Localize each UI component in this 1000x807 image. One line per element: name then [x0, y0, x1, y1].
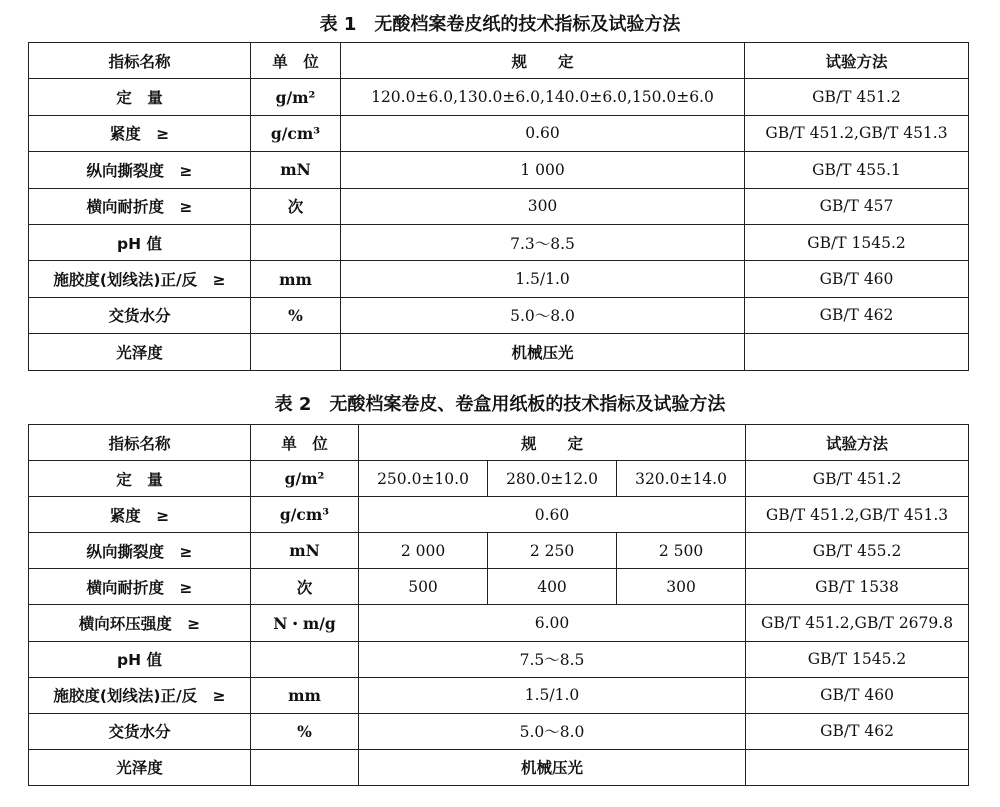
test-method: GB/T 451.2 [746, 461, 969, 497]
table-row [29, 677, 969, 713]
indicator-name: 定 量 [29, 461, 251, 497]
unit: % [251, 297, 341, 333]
specification: 6.00 [359, 605, 746, 641]
test-method: GB/T 460 [745, 261, 969, 297]
table-row [29, 297, 969, 333]
test-method: GB/T 455.2 [746, 533, 969, 569]
specification: 2 000 [359, 533, 488, 569]
indicator-name: 施胶度(划线法)正/反 ≥ [29, 677, 251, 713]
test-method: GB/T 455.1 [745, 152, 969, 188]
indicator-name: 交货水分 [29, 713, 251, 749]
test-method: GB/T 451.2,GB/T 2679.8 [746, 605, 969, 641]
table-row [29, 569, 969, 605]
specification: 7.5～8.5 [359, 641, 746, 677]
unit: g/m² [251, 79, 341, 115]
indicator-name: 光泽度 [29, 334, 251, 370]
indicator-name: 定 量 [29, 79, 251, 115]
table2 [28, 424, 969, 786]
specification: 280.0±12.0 [488, 461, 617, 497]
unit: mm [251, 677, 359, 713]
indicator-name: 紧度 ≥ [29, 115, 251, 151]
test-method: GB/T 1545.2 [746, 641, 969, 677]
table-row [29, 641, 969, 677]
table-row [29, 188, 969, 224]
header-indicator-name: 指标名称 [29, 425, 251, 461]
specification: 300 [341, 188, 745, 224]
indicator-name: 光泽度 [29, 749, 251, 785]
table-row [29, 533, 969, 569]
specification: 120.0±6.0,130.0±6.0,140.0±6.0,150.0±6.0 [341, 79, 745, 115]
specification: 250.0±10.0 [359, 461, 488, 497]
table1-header-row [29, 43, 969, 79]
test-method [746, 749, 969, 785]
table-row [29, 713, 969, 749]
specification: 7.3～8.5 [341, 224, 745, 260]
test-method [745, 334, 969, 370]
test-method: GB/T 451.2,GB/T 451.3 [745, 115, 969, 151]
unit: 次 [251, 188, 341, 224]
specification: 5.0～8.0 [341, 297, 745, 333]
indicator-name: 横向耐折度 ≥ [29, 188, 251, 224]
indicator-name: 横向环压强度 ≥ [29, 605, 251, 641]
table-row [29, 152, 969, 188]
test-method: GB/T 462 [746, 713, 969, 749]
test-method: GB/T 1545.2 [745, 224, 969, 260]
header-test-method: 试验方法 [746, 425, 969, 461]
table-row [29, 497, 969, 533]
specification: 0.60 [341, 115, 745, 151]
unit: N・m/g [251, 605, 359, 641]
indicator-name: 纵向撕裂度 ≥ [29, 533, 251, 569]
specification: 2 500 [617, 533, 746, 569]
table1-caption: 表 1 无酸档案卷皮纸的技术指标及试验方法 [319, 14, 681, 35]
test-method: GB/T 451.2 [745, 79, 969, 115]
table-row [29, 461, 969, 497]
table-row [29, 115, 969, 151]
specification: 机械压光 [341, 334, 745, 370]
unit [251, 749, 359, 785]
table-row [29, 79, 969, 115]
header-unit: 单 位 [251, 43, 341, 79]
test-method: GB/T 457 [745, 188, 969, 224]
test-method: GB/T 1538 [746, 569, 969, 605]
unit: mN [251, 533, 359, 569]
specification: 1 000 [341, 152, 745, 188]
specification: 1.5/1.0 [359, 677, 746, 713]
table2-header-row [29, 425, 969, 461]
indicator-name: 交货水分 [29, 297, 251, 333]
unit: mN [251, 152, 341, 188]
indicator-name: 紧度 ≥ [29, 497, 251, 533]
unit: 次 [251, 569, 359, 605]
unit [251, 641, 359, 677]
unit: g/cm³ [251, 497, 359, 533]
header-unit: 单 位 [251, 425, 359, 461]
table-row [29, 334, 969, 370]
unit [251, 224, 341, 260]
specification: 5.0～8.0 [359, 713, 746, 749]
indicator-name: 施胶度(划线法)正/反 ≥ [29, 261, 251, 297]
table2-caption: 表 2 无酸档案卷皮、卷盒用纸板的技术指标及试验方法 [274, 394, 726, 415]
unit: g/m² [251, 461, 359, 497]
table1 [28, 42, 969, 371]
indicator-name: 纵向撕裂度 ≥ [29, 152, 251, 188]
specification: 0.60 [359, 497, 746, 533]
specification: 300 [617, 569, 746, 605]
specification: 2 250 [488, 533, 617, 569]
specification: 500 [359, 569, 488, 605]
header-specification: 规 定 [359, 425, 746, 461]
specification: 1.5/1.0 [341, 261, 745, 297]
unit: % [251, 713, 359, 749]
header-indicator-name: 指标名称 [29, 43, 251, 79]
indicator-name: pH 值 [29, 224, 251, 260]
header-test-method: 试验方法 [745, 43, 969, 79]
table-row [29, 224, 969, 260]
unit: mm [251, 261, 341, 297]
specification: 400 [488, 569, 617, 605]
table-row [29, 749, 969, 785]
header-specification: 规 定 [341, 43, 745, 79]
table-row [29, 605, 969, 641]
unit [251, 334, 341, 370]
specification: 320.0±14.0 [617, 461, 746, 497]
table-row [29, 261, 969, 297]
test-method: GB/T 462 [745, 297, 969, 333]
indicator-name: pH 值 [29, 641, 251, 677]
indicator-name: 横向耐折度 ≥ [29, 569, 251, 605]
unit: g/cm³ [251, 115, 341, 151]
specification: 机械压光 [359, 749, 746, 785]
test-method: GB/T 460 [746, 677, 969, 713]
test-method: GB/T 451.2,GB/T 451.3 [746, 497, 969, 533]
